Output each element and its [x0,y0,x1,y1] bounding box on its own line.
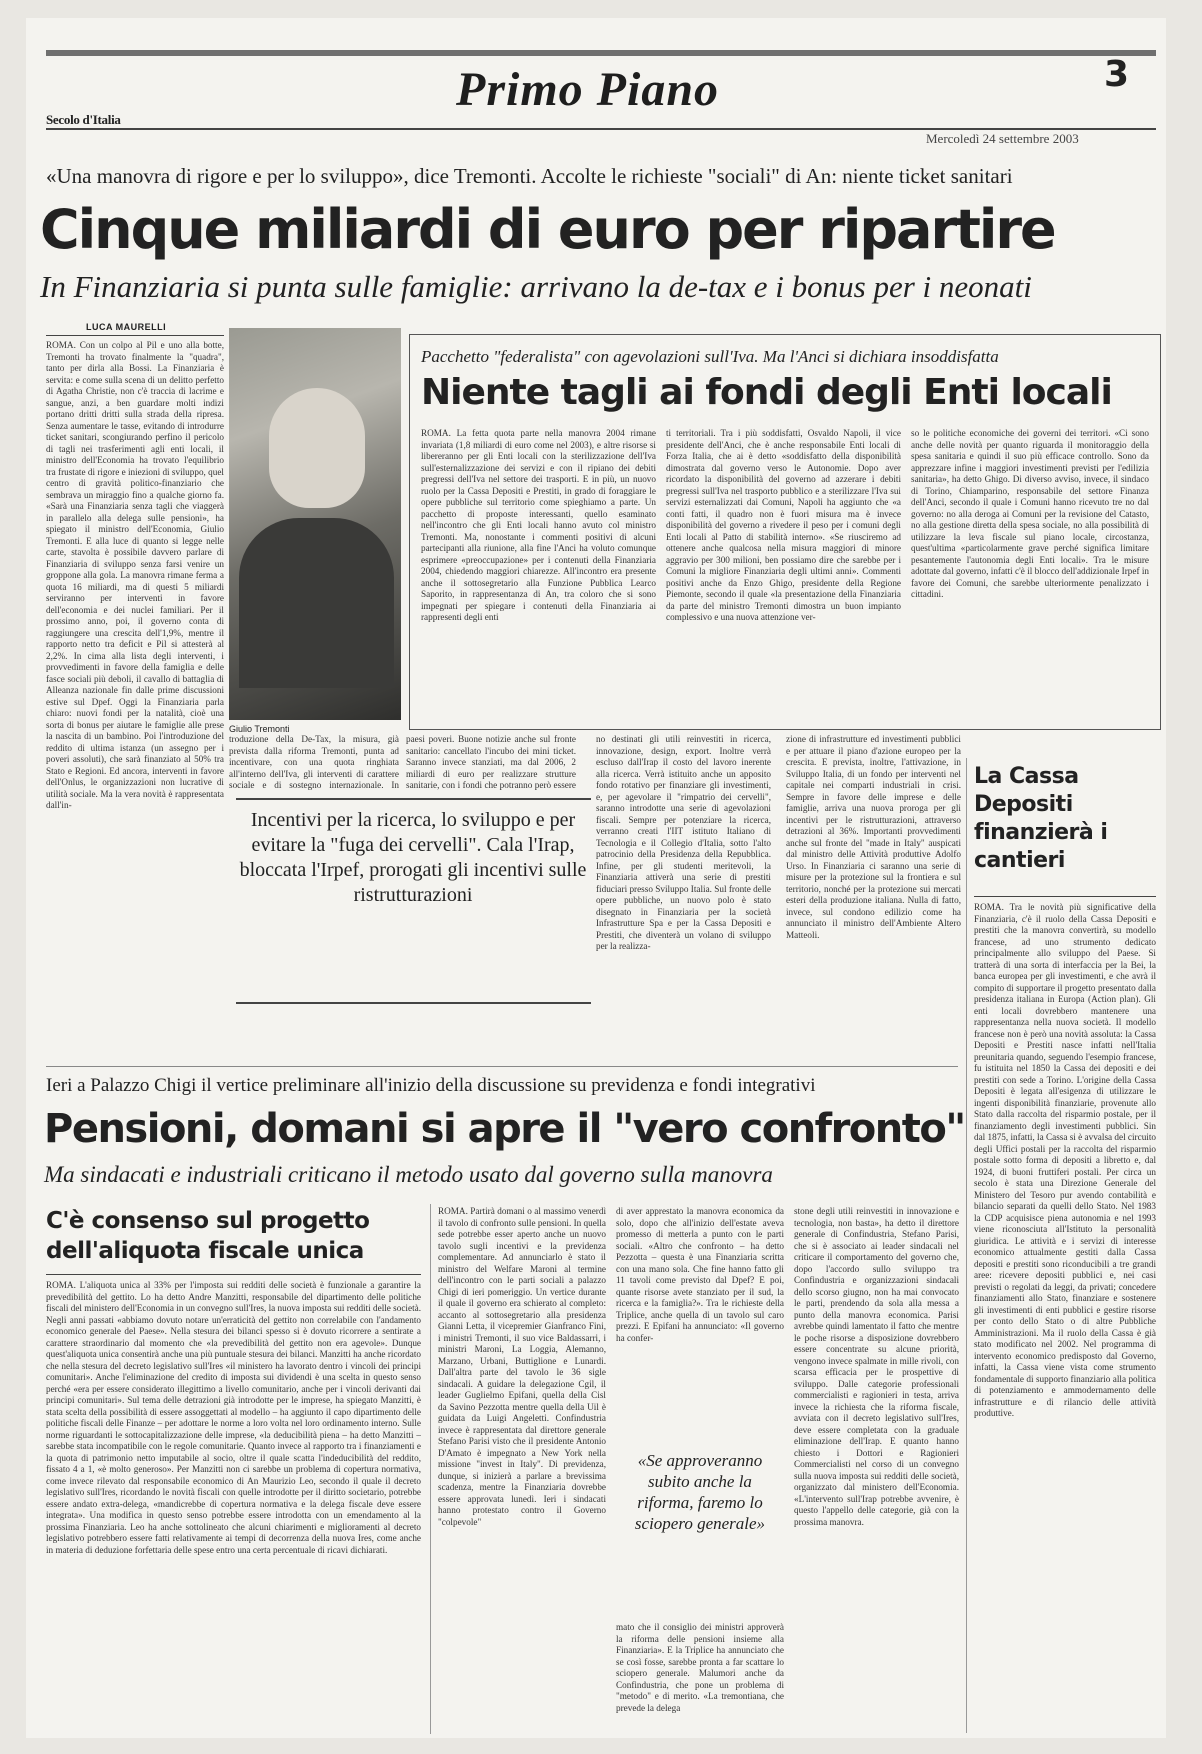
cassa-headline: La Cassa Depositi finanzierà i cantieri [974,764,1108,873]
tremonti-photo [229,328,401,720]
lead-pull-quote: Incentivi per la ricerca, lo sviluppo e per evitare la "fuga dei cervelli". Cala l'Irap, bloccata l'Irpef, prorogati gli incentivi sulle ristrutturazioni [239,809,587,906]
consenso-rule [46,1274,421,1275]
photo-suit-shape [239,518,394,688]
cassa-rule [974,896,1156,897]
lead-headline: Cinque miliardi di euro per ripartire [40,198,1055,261]
pensioni-headline: Pensioni, domani si apre il "vero confronto" [44,1106,965,1152]
lead-col-2-top: troduzione della De-Tax, la misura, già prevista dalla riforma Tremonti, punta ad incentivare, con una quota ringhiata all'interno dell'Iva, gli interventi di carattere sociale e di sostegno internazionale. In [229,734,399,790]
page-number: 3 [1104,54,1130,95]
cassa-body: ROMA. Tra le novità più significative della Finanziaria, c'è il ruolo della Cassa Depositi e prestiti che la manovra convertirà, su modello francese, ad uno strumento dedicato principalmente allo sviluppo del Paese. Si tratterà di una sorta di interfaccia per la Bei, la banca europea per gli investimenti, e che avrà il compito di supportare il progetto presentato dalla presidenza italiana in Europa (Action plan). Gli enti locali dovrebbero mantenere una rappresentanza nella nuova società. Il modello francese non è però una novità assoluta: la Cassa Depositi e Prestiti nasce infatti nell'Italia preunitaria quando, seguendo l'esempio francese, fu istituita nel 1850 la Cassa dei depositi e dei prestiti con sede a Torino. L'origine della Cassa Depositi è legata all'esigenza di utilizzare le ingenti disponibilità finanziarie, provenute allo Stato dalla raccolta del risparmio postale, per il finanziamento degli investimenti pubblici. Sin dal 1875, infatti, la Cassa si è avvalsa del circuito degli Uffici postali per la raccolta del risparmio postale sotto forma di depositi a libretto e, dal 1924, di buoni fruttiferi postali. Per circa un secolo è stata una Direzione Generale del Ministero del Tesoro pur avendo contabilità e bilancio separati da quelli dello Stato. Nel 1983 la CDP acquisisce piena autonomia e nel 1993 viene riconosciuta all'Istituto la personalità giuridica. Le attività e i servizi di interesse economico attualmente gestiti dalla Cassa depositi e prestiti sono riconducibili a tre grandi aree: ricevere depositi pubblici e, nei casi previsti o regolati da leggi, da privati; concedere finanziamenti allo Stato, finanziare e sostenere gli investimenti di enti pubblici e gestire risorse per conto dello Stato o di altre Pubbliche Amministrazioni. Ma il ruolo della Cassa è già stato modificato nel 2002. Nel programma di intervento economico predisposto dal Governo, infatti, la Cassa viene vista come strumento fondamentale di supporto finanziario alla politica di potenziamento e ammodernamento delle infrastrutture e di rilancio delle attività produttive. [974,902,1156,1418]
byline-rule [46,335,224,336]
box-col-1: ROMA. La fetta quota parte nella manovra 2004 rimane invariata (1,8 miliardi di euro come nel 2003), e altre risorse si libereranno per gli Enti locali con la sterilizzazione dell'Iva sull'esternalizzazione dei servizi e con il ripiano dei debiti pregressi dell'Iva nel settore dei trasporti. E in più, un nuovo ruolo per la Cassa Depositi e Prestiti, in grado di foraggiare le opere pubbliche sul territorio come spieghiamo a parte. Un pacchetto di proposte interessanti, quello esaminato nell'incontro che gli Enti locali hanno avuto col ministro Tremonti. Ma, nonostante i commenti positivi di alcuni partecipanti alla riunione, alla fine l'Anci ha voluto comunque esprimere «preoccupazione» per i contenuti della Finanziaria 2004, chiedendo maggiori chiarezze. All'incontro era presente anche il sottosegretario alla Funzione Pubblica Learco Saporito, in rappresentanza di An, tra coloro che si sono impegnati per spiegare i contenuti della Finanziaria ai rappresenti degli enti [421,428,656,622]
pensioni-col-1: ROMA. Partirà domani o al massimo venerdì il tavolo di confronto sulle pensioni. In quella sede potrebbe esser aperto anche un nuovo tavolo sugli incentivi e la previdenza complementare. Ad annunciarlo è stato il ministro del Welfare Maroni al termine dell'incontro con le parti sociali a palazzo Chigi di ieri pomeriggio. Un vertice durante il quale il governo era schierato al completo: accanto al sottosegretario alla presidenza Gianni Letta, il vicepremier Gianfranco Fini, i ministri Tremonti, il suo vice Baldassarri, i ministri Maroni, La Loggia, Alemanno, Marzano, Urbani, Buttiglione e Lunardi. Dall'altra parte del tavolo le 36 sigle sindacali. A guidare la delegazione Cgil, il leader Guglielmo Epifani, quella della Cisl da Savino Pezzotta mentre quella della Uil è guidata da Luigi Angeletti. Confindustria invece è rappresentata dal direttore generale Stefano Parisi visto che il presidente Antonio D'Amato è impegnato a New York nella missione "invest in Italy". Di previdenza, dunque, si inizierà a parlare a brevissima scadenza, mentre la Finanziaria dovrebbe essere approvata lunedì. Ieri i sindacati hanno protestato contro il Governo "colpevole" [438,1206,606,1527]
consenso-headline: C'è consenso sul progetto dell'aliquota fiscale unica [46,1208,370,1264]
box-headline: Niente tagli ai fondi degli Enti locali [421,372,1112,413]
lead-col-2-bottom [229,1008,399,1056]
pensioni-subhead: Ma sindacati e industriali criticano il metodo usato dal governo sulla manovra [44,1162,773,1187]
pensioni-kicker: Ieri a Palazzo Chigi il vertice preliminare all'inizio della discussione su previdenza e fondi integrativi [46,1075,816,1096]
pensioni-col-2: di aver apprestato la manovra economica da solo, dopo che all'inizio dell'estate aveva promesso di metterla a punto con le parti sociali. «Altro che confronto – ha detto Pezzotta – questa è una Finanziaria scritta con una mano sola. Che fine hanno fatto gli 11 tavoli come previsto dal Dpef? E poi, quante risorse avete stanziato per il sud, la ricerca e la famiglia?». Tra le richieste della Triplice, anche quella di un tavolo sul caro prezzi. E Epifani ha annunciato: «Il governo ha confer- [616,1206,784,1343]
pullquote-bottom-rule [236,1002,591,1004]
lead-col-3-top: paesi poveri. Buone notizie anche sul fronte sanitario: cancellato l'incubo dei mini ticket. Saranno invece stanziati, ma dal 2006, 2 miliardi di euro per realizzare strutture sanitarie, con i fondi che potranno però essere [406,734,576,790]
consenso-divider [430,1204,431,1734]
masthead-top-rule [46,50,1156,56]
lead-kicker: «Una manovra di rigore e per lo sviluppo», dice Tremonti. Accolte le richieste "sociali" di An: niente ticket sanitari [46,164,1013,188]
pensioni-col-4: stone degli utili reinvestiti in innovazione e tecnologia, non basta», ha detto il direttore generale di Confindustria, Stefano Parisi, che si è associato ai leader sindacali nel criticare il comportamento del governo che, dopo l'accordo sullo sviluppo tra Confindustria e organizzazioni sindacali dello scorso giugno, non ha mai convocato le parti, prendendo da sola alla messa a punto della manovra economica. Parisi avrebbe quindi lamentato il fatto che mentre le poche risorse a disposizione dovrebbero essere concentrate su alcune priorità, vengono invece spalmate in mille rivoli, con scarsa efficacia per le prospettive di sviluppo. Dalle categorie professionali commercialisti e ragionieri in testa, arriva invece la richiesta che la riforma fiscale, avviata con il decreto legislativo sull'Ires, deve essere completata con la graduale eliminazione dell'Irap. E quanto hanno chiesto i Dottori e Ragionieri Commercialisti nel corso di un convegno sulla nuova imposta sui redditi delle società, organizzato dal ministero dell'Economia. «L'intervento sull'Irap potrebbe avvenire, è questo l'appello delle categorie, già con la prossima manovra. [794,1206,959,1527]
lead-col-4: no destinati gli utili reinvestiti in ricerca, innovazione, design, export. Inoltre verrà escluso dall'Irap il costo del lavoro inerente alla ricerca. Verrà istituito anche un apposito fondo rotativo per finanziare gli investimenti, e, per agevolare il "rimpatrio dei cervelli", saranno introdotte una serie di agevolazioni fiscali. Sempre per potenziare la ricerca, verranno creati l'IIT istituto Italiano di Tecnologia e il Collegio d'Italia, sotto l'alto patrocinio della Presidenza della Repubblica. Infine, per gli studenti meritevoli, la Finanziaria attiverà una serie di prestiti fiduciari presso Sviluppo Italia. Sul fronte delle opere pubbliche, un nuovo polo è stato disegnato in Finanziaria per la società Infrastrutture Spa e per la Cassa Depositi e Prestiti, che diventerà un volano di sviluppo per la realizza- [596,734,771,951]
lead-col-5: zione di infrastrutture ed investimenti pubblici e per attuare il piano d'azione europeo per la crescita. E prevista, inoltre, l'attivazione, in Sviluppo Italia, di un fondo per interventi nel capitale nei comparti industriali in crisi. Sempre in favore delle imprese e delle famiglie, arriva una nuova proroga per gli incentivi per le ristrutturazioni, attraverso detrazioni al 36%. Importanti provvedimenti anche sul fronte del "made in Italy" auspicati dal ministro delle Attività produttive Adolfo Urso. In Finanziaria ci saranno una serie di misure per la protezione sul la frontiera e sul territorio, nonché per la protezione sui mercati esteri della produzione italiana. Nulla di fatto, invece, sul condono edilizio come ha annunciato il ministro dell'Ambiente Altero Matteoli. [786,734,961,940]
box-kicker: Pacchetto "federalista" con agevolazioni sull'Iva. Ma l'Anci si dichiara insoddisfatta [421,347,999,366]
newspaper-page [26,18,1166,1738]
photo-face-shape [269,388,365,508]
box-col-2: ti territoriali. Tra i più soddisfatti, Osvaldo Napoli, il vice presidente dell'Anci, che è anche responsabile Enti locali di Forza Italia, che ai è detto «soddisfatto della disponibilità dimostrata dal governo verso le Autonomie. Dopo aver ricordato la disponibilità del governo ad azzerare i debiti pregressi sull'Iva nel trasporto pubblico e a sterilizzare l'Iva sui servizi esternalizzati dai Comuni, Napoli ha aggiunto che «a conti fatti, il quadro non è fuori misura ma è invece disponibilità del governo a rivedere il peso per i comuni degli Enti locali al Patto di stabilità interno». «Se riusciremo ad ottenere anche qualcosa nella misura maggiori di minore aggravio per 300 milioni, ben possiamo dire che sarebbe per i Comuni la migliore Finanziaria degli ultimi anni». Commenti positivi anche da Enzo Ghigo, presidente della Regione Piemonte, secondo il quale «la presentazione della Finanziaria da parte del ministro Tremonti dimostra un buon impianto complessivo e una nuova attenzione ver- [666,428,901,622]
issue-date: Mercoledì 24 settembre 2003 [926,131,1079,146]
section-title: Primo Piano [456,63,720,116]
pensioni-top-rule [46,1066,958,1067]
lead-subhead: In Finanziaria si punta sulle famiglie: arrivano la de-tax e i bonus per i neonati [40,269,1032,304]
cassa-divider [966,758,967,1733]
box-col-3: so le politiche economiche dei governi dei territori. «Ci sono anche delle novità per quanto riguarda il monitoraggio della spesa sanitaria e quindi il suo più efficace controllo. Sono da apprezzare infine i maggiori investimenti previsti per l'edilizia sanitaria», ha detto Ghigo. Di diverso avviso, invece, il sindaco di Torino, Chiamparino, responsabile del settore Finanza dell'Anci, secondo il quale i Comuni hanno ricevuto tre no dal governo: no alla deroga ai Comuni per la revisione del Catasto, no alla gestione diretta della spesa sociale, no alla possibilità di utilizzare la leva fiscale sul piano locale, circostanza, quest'ultima «particolarmente grave perché significa limitare pesantemente l'autonomia degli Enti locali». Tra le misure adottate dal governo, infatti c'è il blocco dell'addizionale Irpef in favore dei Comuni, che sarebbe ulteriormente penalizzato i cittadini. [911,428,1149,599]
masthead-bottom-rule [46,128,1156,130]
pullquote-top-rule [236,798,591,800]
consenso-body: ROMA. L'aliquota unica al 33% per l'imposta sui redditi delle società è funzionale a garantire la prevedibilità del gettito. Lo ha detto Andre Manzitti, responsabile del dipartimento delle politiche fiscali del ministero dell'Economia in un convegno sull'Ires, la nuova imposta sui redditi delle società. Negli anni passati «abbiamo dovuto notare un'erraticità del gettito non correlabile con l'andamento economico generale del Paese». Nella stesura dei bilanci spesso si è dovuto ricorrere a sentirate a carattere straordinario dal momento che «la prevedibilità del gettito non era agevole». Dunque quest'aliquota unica consentirà anche una più puntuale stesura dei bilanci. Manzitti ha anche ricordato che nella stesura del decreto legislativo sull'Ires «il ministero ha lavorato dentro i vincoli dei principi comunitari». Anche l'eliminazione del credito di imposta sui dividendi è una scelta in questo senso perché «era per essere considerato illegittimo a livello comunitario, anche per i vincoli derivanti dai principi comunitari». Sul tema delle detrazioni già introdotte per le imprese, ha spiegato Manzitti, è stata scelta della possibilità di essere assoggettati al modello – ha aggiunto il capo dipartimento delle politiche fiscali delle Finanze – per adottare le norme a loro volta nel loro ordinamento interno. Sulle norme riguardanti le sottocapitalizzazione delle imprese, «la deducibilità piena – ha detto Manzitti – sarebbe stata incompatibile con le regole comunitarie. Quanto invece al rapporto tra i finanziamenti e la quota di patrimonio netto imputabile al socio, oltre il quale scatta l'indeducibilità del reddito, fissato 4 a 1, «è molto generoso». Per Manzitti non ci sarebbe un problema di copertura normativa, come invece rilevato dal responsabile economico di An Maurizio Leo, secondo il quale il decreto legislativo sull'Ires, ricordando le novità fiscali con quelle introdotte per il diritto societario, potrebbe essere andato extra-delega, «mandicrebbe di copertura normativa e la delega fiscale deve essere integrata». Una modifica in questo senso potrebbe essere introdotta con un emendamento al la prossima Finanziaria. Leo ha anche sottolineato che alcuni chiarimenti e miglioramenti al decreto legislativo potrebbero essere fatti relativamente ai tempi di decorrenza della nuova Ires, come anche in materia di deduzione forfettaria delle spese entro una certa percentuale di ricavi dichiarati. [46,1280,421,1555]
newspaper-name: Secolo d'Italia [46,112,121,127]
lead-col-1: ROMA. Con un colpo al Pil e uno alla botte, Tremonti ha trovato finalmente la "quadra", tanto per dirla alla Bossi. La Finanziaria è servita: e come sulla scena di un delitto perfetto di Agatha Christie, non c'è traccia di lacrime e sangue, anzi, a ben guardare molti indizi portano dritti dritti sulla strada della ripresa. Senza aumentare le tasse, evitando di introdurre ticket sanitari, scongiurando perfino il pericolo di tagli nei trasferimenti agli enti locali, il ministro dell'Economia ha trovato l'equilibrio tra frustate di rigore e iniezioni di sviluppo, quel centro di gravità politico-finanziario che sembrava un miraggio fino a qualche giorno fa. «Sarà una Finanziaria senza tagli che viaggerà in parallelo alla delega sulle pensioni», ha spiegato il ministro dell'Economia, Giulio Tremonti. E alla luce di quanto si legge nelle carte, stavolta è possibile davvero parlare di Finanziaria di sviluppo senza farsi venire un groppone alla gola. La manovra rimane ferma a quota 16 miliardi, ma di questi 5 miliardi serviranno per interventi in favore dell'economia e dei nuclei familiari. Per il prossimo anno, poi, il governo conta di raggiungere una crescita dell'1,9%, mentre il rapporto netto tra deficit e Pil si attesterà al 2,2%. In cima alla lista degli interventi, i provvedimenti in favore della famiglia e delle fasce sociali più deboli, il cavallo di battaglia di Alleanza nazionale fin dalle prime discussioni estive sul Dpef. Oggi la Finanziaria parla chiaro: nuovi fondi per la natalità, cioè una sorta di bonus per aiutare le famiglie alle prese la nascita di un bambino. Poi l'introduzione del reddito di ultima istanza (un assegno per i poveri assoluti), che sarà finanziato al 50% tra Stato e Regioni. Ed ancora, interventi in favore dell'Onlus, le organizzazioni non lucrative di utilità sociale. Ma la vera novità è rappresentata dall'in- [46,340,224,810]
pensioni-pull-quote: «Se approveranno subito anche la riforma, faremo lo sciopero generale» [634,1451,766,1533]
byline: LUCA MAURELLI [86,322,167,332]
pensioni-col-3: mato che il consiglio dei ministri approverà la riforma delle pensioni insieme alla Finanziaria». E la Triplice ha annunciato che se così fosse, sarebbe pronta a far scattare lo sciopero generale. Malumori anche da Confindustria, che pone un problema di "metodo" e di merito. «La tremontiana, che prevede la delega [616,1622,784,1713]
photo-caption: Giulio Tremonti [229,724,290,734]
